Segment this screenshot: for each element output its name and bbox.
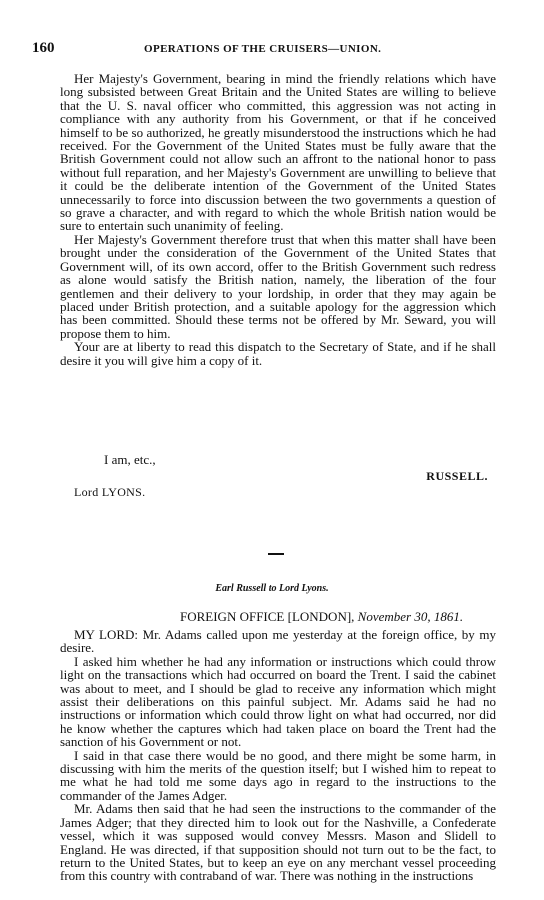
paragraph: I said in that case there would be no good, and there might be some harm, in discussing with him the merits of the question itself; but I wished him to repeat to me what he had told me some days ago in regard to the instructions to the commander of the James Adger. bbox=[60, 747, 496, 803]
paragraph: Your are at liberty to read this dispatch to the Secretary of State, and if he shall desire it you will give him a copy of it. bbox=[60, 339, 496, 368]
document-title: Earl Russell to Lord Lyons. bbox=[215, 583, 329, 594]
addressee: Lord LYONS. bbox=[74, 485, 146, 499]
paragraph: I asked him whether he had any information or instructions which could throw light on the transactions which had occurred on board the Trent. I said the cabinet was about to meet, and I should be glad to receive any information which might assist their deliberations on this painful subject. Mr. Adams said he had no instructions or information which could throw light on what had occurred, nor did he know whether the captures which had taken place on board the Trent had the sanction of his Government or not. bbox=[60, 653, 496, 750]
paragraph: Her Majesty's Government therefore trust that when this matter shall have been brought under the consideration of the Government of the United States that Government will, of its own accord, offer to the British Government such redress as alone would satisfy the British nation, namely, the liberation of the four gentlemen and their delivery to your lordship, in order that they may again be placed under British protection, and a suitable apology for the aggression which has been committed. Should these terms not be offered by Mr. Seward, you will propose them to him. bbox=[60, 231, 496, 341]
running-head: OPERATIONS OF THE CRUISERS—UNION. bbox=[144, 43, 382, 55]
page-number: 160 bbox=[32, 40, 55, 56]
dateline-place: FOREIGN OFFICE [LONDON], bbox=[180, 609, 355, 624]
letter-2-body bbox=[60, 628, 496, 883]
page-header bbox=[32, 40, 500, 60]
dateline bbox=[180, 609, 463, 625]
letter-closing: I am, etc., bbox=[104, 452, 156, 467]
paragraph: MY LORD: Mr. Adams called upon me yesterday at the foreign office, by my desire. bbox=[60, 627, 496, 656]
paragraph: Her Majesty's Government, bearing in mind the friendly relations which have long subsisted between Great Britain and the United States are willing to believe that the U. S. naval officer who committed, this aggression was not acting in compliance with any authority from his Government, or that if he conceived himself to be so authorized, he greatly misunderstood the instructions which he had received. For the Government of the United States must be fully aware that the British Government could not allow such an affront to the national honor to pass without full reparation, and her Majesty's Government are unwilling to believe that it could be the deliberate intention of the Government of the United States unnecessarily to force into discussion between the two governments a question of so grave a character, and with regard to which the whole British nation would be sure to entertain such unanimity of feeling. bbox=[60, 71, 496, 234]
dateline-date: November 30, 1861. bbox=[357, 609, 464, 624]
letter-1-body bbox=[60, 72, 496, 367]
paragraph: Mr. Adams then said that he had seen the instructions to the commander of the James Adger; that they directed him to look out for the Nashville, a Confederate vessel, which it was supposed would convey Messrs. Mason and Slidell to England. He was directed, if that supposition should not turn out to be the fact, to return to the United States, but to keep an eye on any merchant vessel proceeding from this country with contraband of war. There was nothing in the instructions bbox=[60, 801, 496, 884]
section-divider bbox=[268, 553, 284, 555]
signature: RUSSELL. bbox=[426, 469, 488, 483]
